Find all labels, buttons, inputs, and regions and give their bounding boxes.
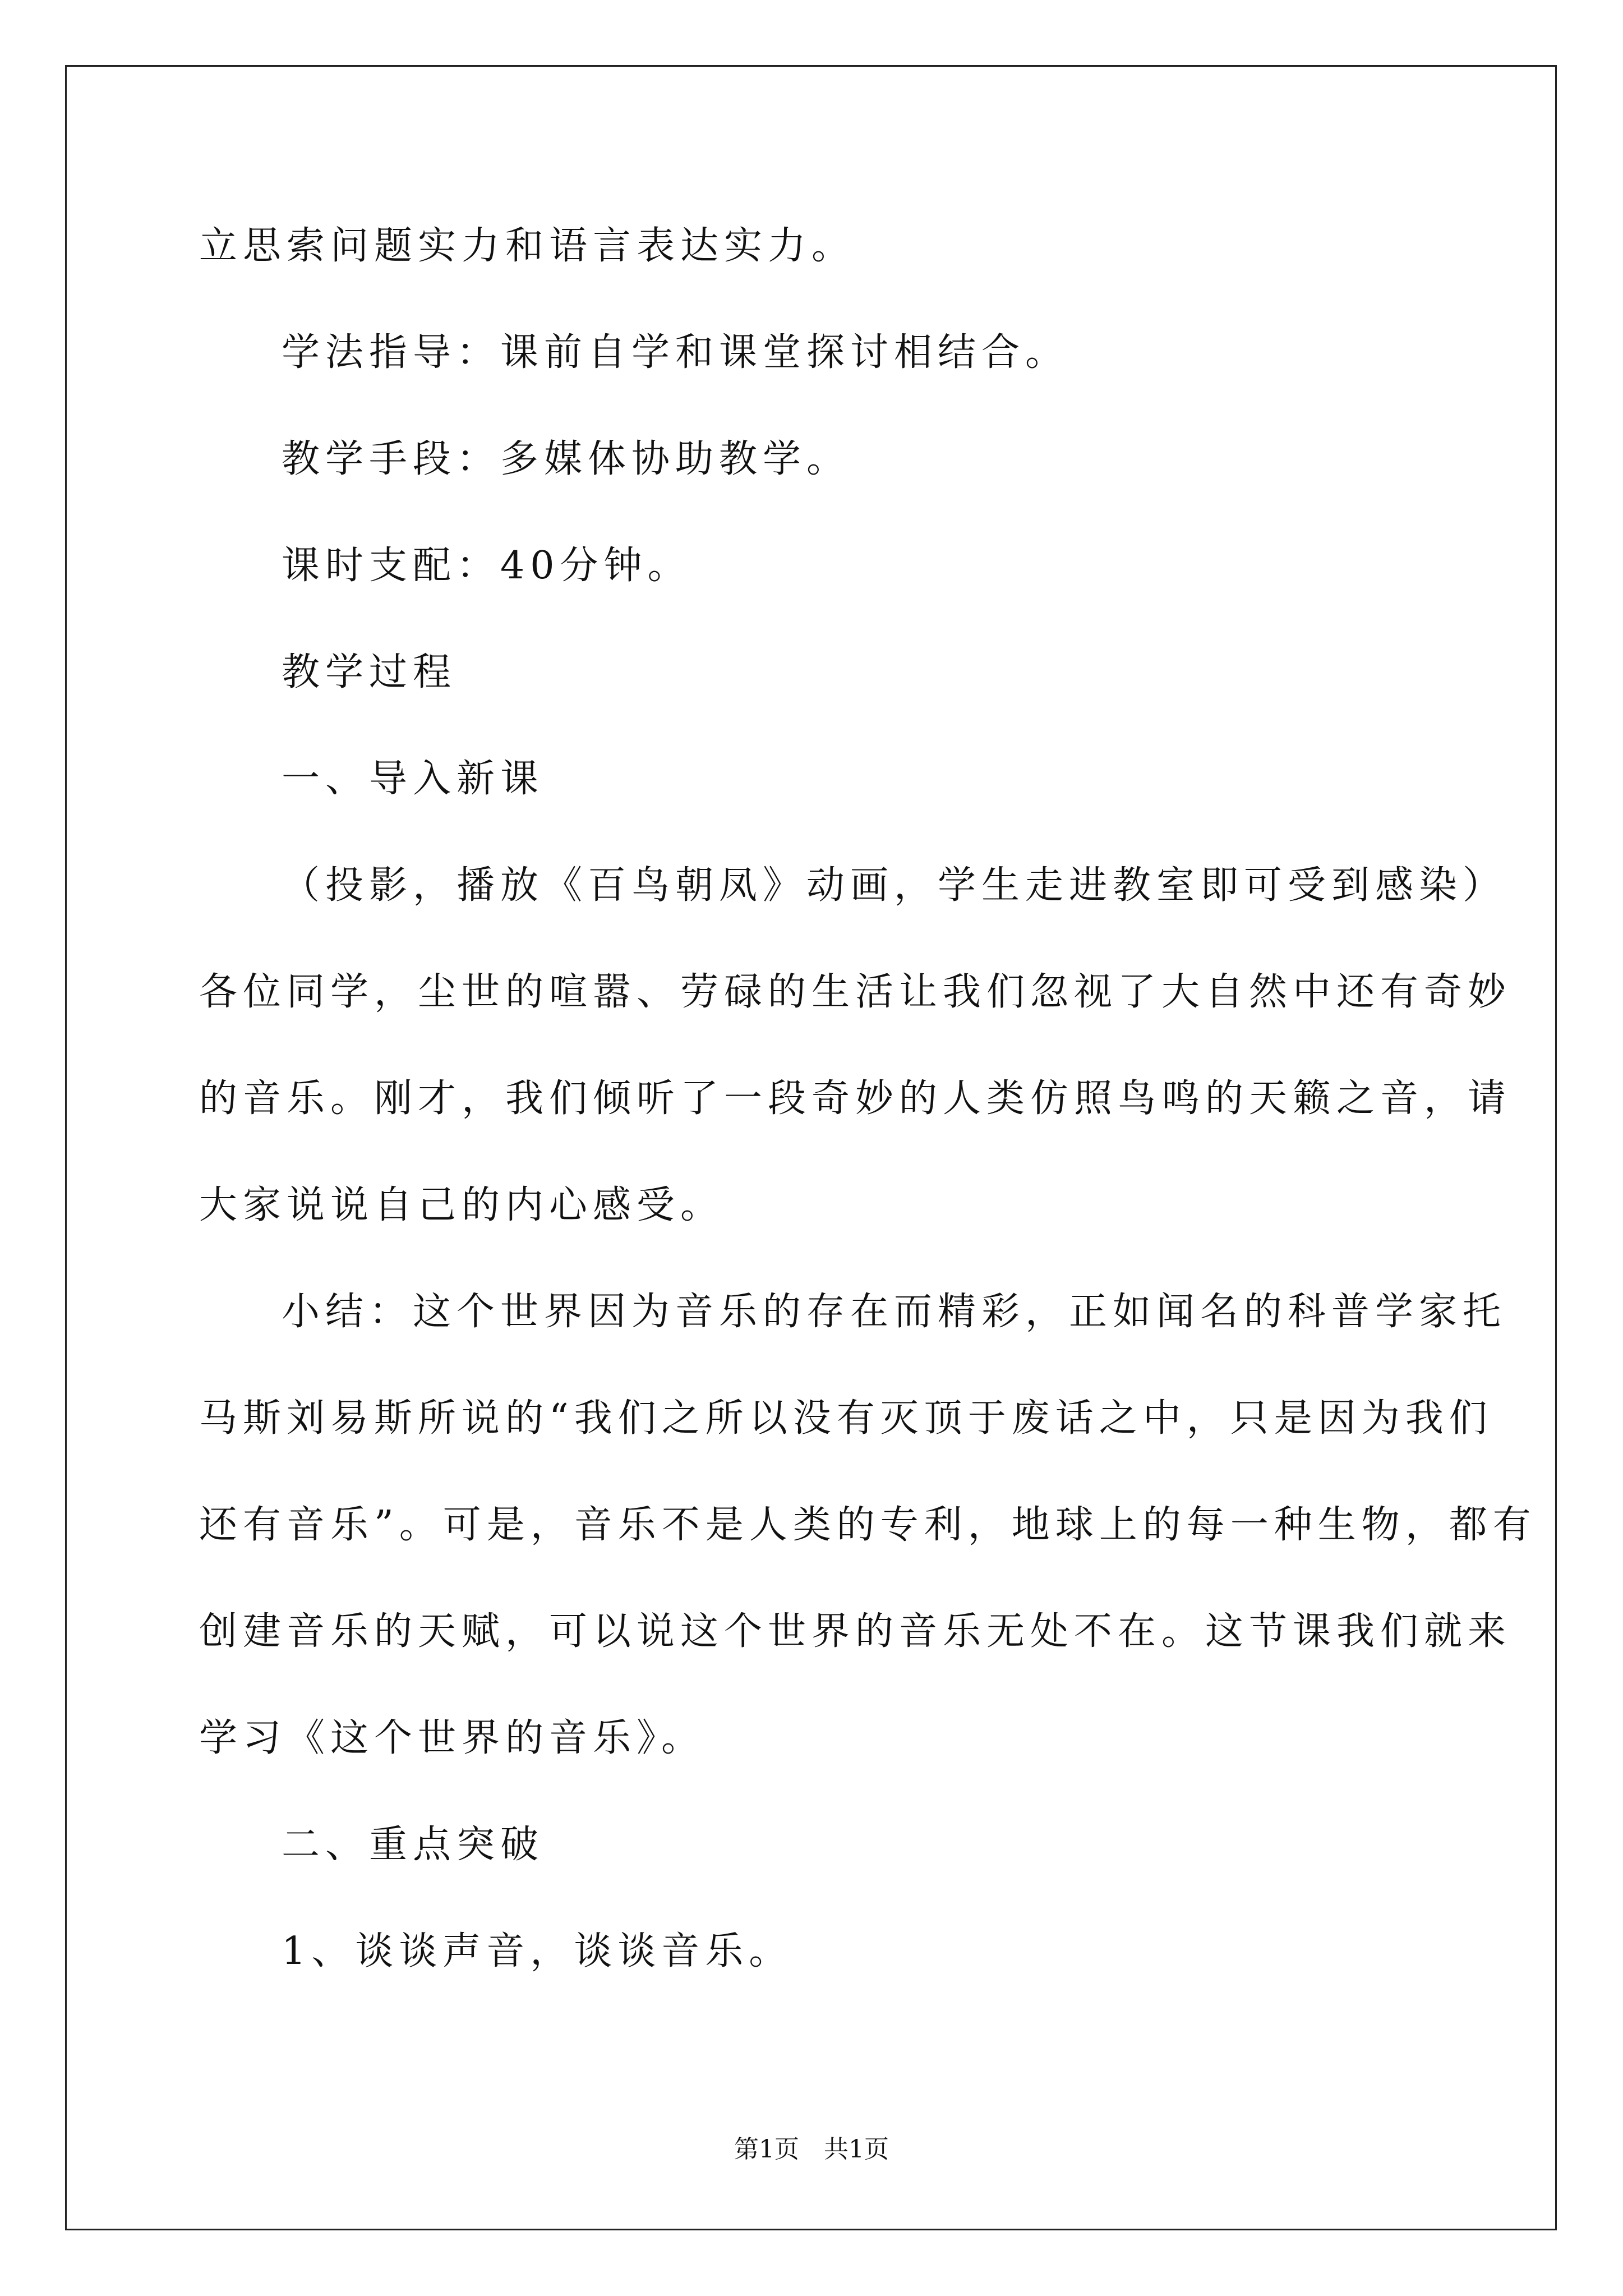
- paragraph-line: 学习《这个世界的音乐》。: [199, 1716, 706, 1760]
- page-border: [65, 65, 1557, 2230]
- paragraph-line: 小结：这个世界因为音乐的存在而精彩，正如闻名的科普学家托: [282, 1290, 1507, 1334]
- section-heading: 一、导入新课: [282, 757, 545, 801]
- paragraph-line: 还有音乐”。可是，音乐不是人类的专利，地球上的每一种生物，都有: [199, 1503, 1537, 1547]
- paragraph-line: 学法指导：课前自学和课堂探讨相结合。: [282, 330, 1069, 375]
- section-heading: 二、重点突破: [282, 1823, 545, 1867]
- page-number: 第1页 共1页: [734, 2135, 889, 2164]
- paragraph-line: 立思索问题实力和语言表达实力。: [199, 224, 856, 268]
- paragraph-line: 课时支配：40分钟。: [282, 544, 691, 588]
- paragraph-line: 各位同学，尘世的喧嚣、劳碌的生活让我们忽视了大自然中还有奇妙: [199, 970, 1512, 1014]
- paragraph-line: （投影，播放《百鸟朝凤》动画，学生走进教室即可受到感染）: [282, 863, 1507, 908]
- paragraph-line: 大家说说自己的内心感受。: [199, 1183, 725, 1227]
- paragraph-line: 1、谈谈声音，谈谈音乐。: [282, 1929, 793, 1973]
- paragraph-line: 的音乐。刚才，我们倾听了一段奇妙的人类仿照鸟鸣的天籁之音，请: [199, 1076, 1512, 1121]
- paragraph-line: 马斯刘易斯所说的“我们之所以没有灭顶于废话之中，只是因为我们: [199, 1396, 1493, 1441]
- section-heading: 教学过程: [282, 650, 457, 694]
- paragraph-line: 创建音乐的天赋，可以说这个世界的音乐无处不在。这节课我们就来: [199, 1609, 1512, 1654]
- paragraph-line: 教学手段：多媒体协助教学。: [282, 437, 851, 481]
